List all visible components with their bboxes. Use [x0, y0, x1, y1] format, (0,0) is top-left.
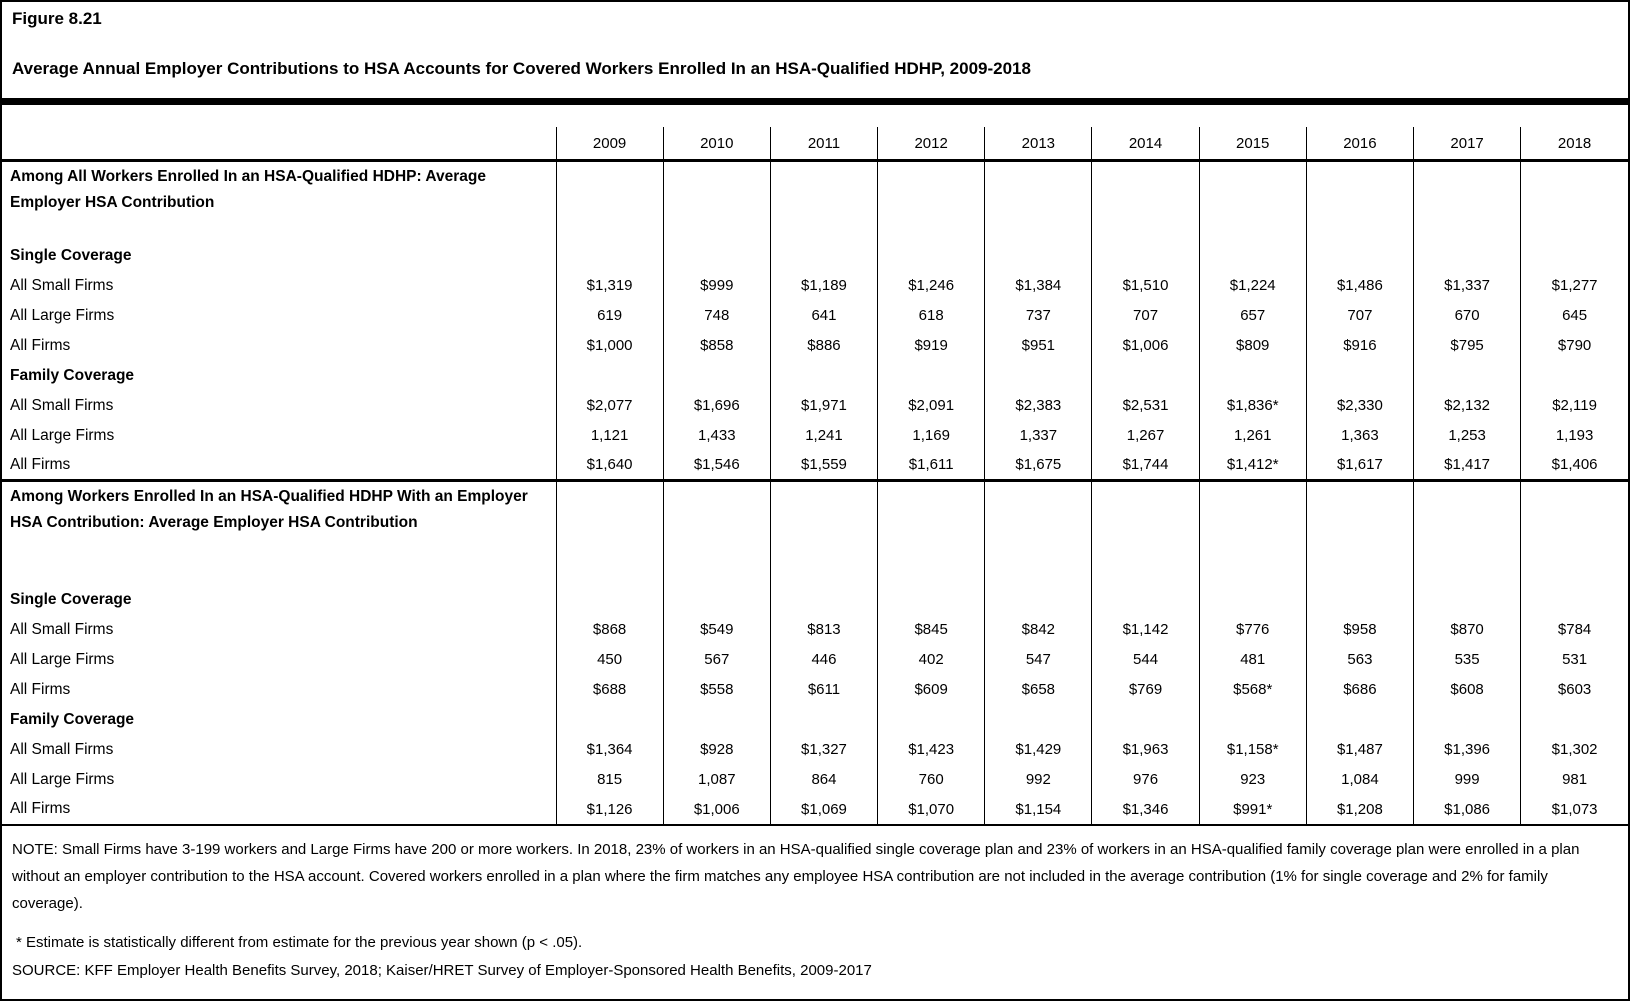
value-cell: $1,154	[985, 795, 1092, 825]
value-cell: $1,208	[1306, 795, 1413, 825]
value-cell: $1,559	[770, 451, 877, 481]
figure-number: Figure 8.21	[12, 9, 102, 28]
value-cell: $1,246	[878, 271, 985, 301]
coverage-group-label: Family Coverage	[10, 710, 135, 728]
empty-cell	[1521, 585, 1628, 615]
table-row	[2, 391, 1628, 421]
empty-cell	[770, 585, 877, 615]
value-cell: 981	[1521, 765, 1628, 795]
empty-cell	[1521, 161, 1628, 241]
empty-cell	[770, 481, 877, 585]
table-row	[2, 271, 1628, 301]
value-cell: $1,126	[556, 795, 663, 825]
empty-cell	[1306, 361, 1413, 391]
section-header-row	[2, 161, 1628, 241]
empty-cell	[556, 585, 663, 615]
value-cell: $1,000	[556, 331, 663, 361]
value-cell: 618	[878, 301, 985, 331]
value-cell: 999	[1414, 765, 1521, 795]
empty-cell	[878, 705, 985, 735]
empty-cell	[1092, 161, 1199, 241]
empty-cell	[878, 241, 985, 271]
value-cell: $1,086	[1414, 795, 1521, 825]
empty-cell	[663, 241, 770, 271]
note-text: NOTE: Small Firms have 3-199 workers and Large Firms have 200 or more workers. In 2018, 23% of workers in an HSA-qualified single coverage plan and 23% of workers in an HSA-qualified family coverage plan were enrolled in a plan without an employer contribution to the HSA account. Covered workers enrolled in a plan where the firm matches any employee HSA contribution are not included in the average contribution (1% for single coverage and 2% for family coverage).	[12, 840, 1580, 912]
row-label: All Small Firms	[10, 276, 114, 294]
empty-cell	[1414, 585, 1521, 615]
value-cell: $1,069	[770, 795, 877, 825]
row-label: All Small Firms	[10, 396, 114, 414]
value-cell: 748	[663, 301, 770, 331]
value-cell: $1,510	[1092, 271, 1199, 301]
value-cell: $784	[1521, 615, 1628, 645]
row-label: All Firms	[10, 336, 71, 354]
value-cell: $928	[663, 735, 770, 765]
value-cell: $1,486	[1306, 271, 1413, 301]
value-cell: 992	[985, 765, 1092, 795]
value-cell: $1,070	[878, 795, 985, 825]
figure-title: Average Annual Employer Contributions to HSA Accounts for Covered Workers Enrolled In an HSA-Qualified HDHP, 2009-2018	[12, 59, 1031, 78]
value-cell: $1,423	[878, 735, 985, 765]
row-label: All Firms	[2, 795, 556, 825]
table-row	[2, 451, 1628, 481]
year-header-cell: 2014	[1092, 127, 1199, 161]
notes-block	[2, 826, 1628, 979]
empty-cell	[985, 161, 1092, 241]
empty-cell	[1092, 241, 1199, 271]
empty-cell	[1199, 481, 1306, 585]
value-cell: $568*	[1199, 675, 1306, 705]
year-header-cell: 2013	[985, 127, 1092, 161]
value-cell: $1,406	[1521, 451, 1628, 481]
value-cell: 563	[1306, 645, 1413, 675]
value-cell: 535	[1414, 645, 1521, 675]
value-cell: $1,006	[1092, 331, 1199, 361]
value-cell: $2,091	[878, 391, 985, 421]
figure-header	[2, 2, 1628, 79]
value-cell: 657	[1199, 301, 1306, 331]
value-cell: 976	[1092, 765, 1199, 795]
empty-cell	[1199, 705, 1306, 735]
empty-cell	[1306, 585, 1413, 615]
value-cell: 547	[985, 645, 1092, 675]
value-cell: $2,330	[1306, 391, 1413, 421]
value-cell: 760	[878, 765, 985, 795]
value-cell: $1,327	[770, 735, 877, 765]
row-label: All Small Firms	[10, 740, 114, 758]
year-header-cell: 2017	[1414, 127, 1521, 161]
row-label: All Large Firms	[10, 306, 115, 324]
empty-cell	[770, 161, 877, 241]
row-label: All Large Firms	[10, 770, 115, 788]
value-cell: 619	[556, 301, 663, 331]
value-cell: $1,417	[1414, 451, 1521, 481]
table-row	[2, 645, 1628, 675]
value-cell: 1,267	[1092, 421, 1199, 451]
year-header-cell: 2015	[1199, 127, 1306, 161]
value-cell: $1,224	[1199, 271, 1306, 301]
value-cell: $1,337	[1414, 271, 1521, 301]
value-cell: 737	[985, 301, 1092, 331]
value-cell: $813	[770, 615, 877, 645]
value-cell: $886	[770, 331, 877, 361]
value-cell: 645	[1521, 301, 1628, 331]
value-cell: $951	[985, 331, 1092, 361]
empty-cell	[556, 361, 663, 391]
value-cell: $609	[878, 675, 985, 705]
value-cell: $1,487	[1306, 735, 1413, 765]
empty-cell	[985, 241, 1092, 271]
empty-cell	[556, 241, 663, 271]
section-header-row	[2, 481, 1628, 585]
empty-cell	[1306, 161, 1413, 241]
value-cell: 864	[770, 765, 877, 795]
value-cell: $868	[556, 615, 663, 645]
empty-cell	[556, 705, 663, 735]
value-cell: $2,077	[556, 391, 663, 421]
value-cell: 707	[1306, 301, 1413, 331]
value-cell: 531	[1521, 645, 1628, 675]
empty-cell	[770, 361, 877, 391]
value-cell: $842	[985, 615, 1092, 645]
value-cell: $1,429	[985, 735, 1092, 765]
value-cell: 1,084	[1306, 765, 1413, 795]
value-cell: $611	[770, 675, 877, 705]
year-header-cell: 2012	[878, 127, 985, 161]
empty-cell	[878, 585, 985, 615]
empty-cell	[663, 481, 770, 585]
value-cell: $1,611	[878, 451, 985, 481]
value-cell: $1,412*	[1199, 451, 1306, 481]
table-row	[2, 795, 1628, 825]
year-header-row	[2, 127, 1628, 161]
value-cell: $845	[878, 615, 985, 645]
empty-cell	[1414, 361, 1521, 391]
value-cell: $958	[1306, 615, 1413, 645]
value-cell: $1,364	[556, 735, 663, 765]
footnote-text: * Estimate is statistically different from estimate for the previous year shown (p < .05).	[16, 933, 583, 951]
data-table	[2, 127, 1628, 826]
value-cell: $1,319	[556, 271, 663, 301]
value-cell: 670	[1414, 301, 1521, 331]
year-header-cell: 2016	[1306, 127, 1413, 161]
coverage-group-row	[2, 705, 1628, 735]
value-cell: $1,302	[1521, 735, 1628, 765]
empty-cell	[1521, 705, 1628, 735]
value-cell: $658	[985, 675, 1092, 705]
empty-cell	[1521, 241, 1628, 271]
value-cell: 1,363	[1306, 421, 1413, 451]
value-cell: $790	[1521, 331, 1628, 361]
empty-cell	[985, 361, 1092, 391]
value-cell: $1,384	[985, 271, 1092, 301]
value-cell: $1,396	[1414, 735, 1521, 765]
value-cell: $2,383	[985, 391, 1092, 421]
corner-cell	[2, 127, 556, 161]
section-header: Among All Workers Enrolled In an HSA-Qualified HDHP: Average Employer HSA Contribution	[10, 168, 486, 211]
value-cell: $1,346	[1092, 795, 1199, 825]
coverage-group-row	[2, 585, 1628, 615]
value-cell: 1,193	[1521, 421, 1628, 451]
empty-cell	[1521, 361, 1628, 391]
value-cell: $549	[663, 615, 770, 645]
row-label: All Small Firms	[10, 620, 114, 638]
empty-cell	[663, 705, 770, 735]
empty-cell	[878, 161, 985, 241]
empty-cell	[1092, 361, 1199, 391]
table-row	[2, 331, 1628, 361]
value-cell: 707	[1092, 301, 1199, 331]
value-cell: 1,241	[770, 421, 877, 451]
value-cell: $999	[663, 271, 770, 301]
section-header: Among Workers Enrolled In an HSA-Qualified HDHP With an Employer HSA Contribution: Average Employer HSA Contribution	[2, 481, 556, 585]
empty-cell	[1521, 481, 1628, 585]
empty-cell	[770, 241, 877, 271]
empty-cell	[663, 585, 770, 615]
value-cell: $1,963	[1092, 735, 1199, 765]
empty-cell	[663, 161, 770, 241]
empty-cell	[556, 481, 663, 585]
value-cell: $858	[663, 331, 770, 361]
value-cell: 481	[1199, 645, 1306, 675]
value-cell: $608	[1414, 675, 1521, 705]
table-row	[2, 735, 1628, 765]
value-cell: 1,433	[663, 421, 770, 451]
value-cell: $991*	[1199, 795, 1306, 825]
coverage-group-label: Single Coverage	[10, 590, 132, 608]
empty-cell	[1414, 705, 1521, 735]
empty-cell	[985, 481, 1092, 585]
value-cell: $809	[1199, 331, 1306, 361]
value-cell: $1,277	[1521, 271, 1628, 301]
value-cell: $1,189	[770, 271, 877, 301]
empty-cell	[1414, 481, 1521, 585]
empty-cell	[1092, 481, 1199, 585]
row-label: All Firms	[10, 680, 71, 698]
value-cell: $2,531	[1092, 391, 1199, 421]
value-cell: 446	[770, 645, 877, 675]
value-cell: $686	[1306, 675, 1413, 705]
value-cell: 641	[770, 301, 877, 331]
value-cell: 923	[1199, 765, 1306, 795]
year-header-cell: 2018	[1521, 127, 1628, 161]
empty-cell	[1092, 705, 1199, 735]
value-cell: 402	[878, 645, 985, 675]
table-row	[2, 765, 1628, 795]
value-cell: $1,675	[985, 451, 1092, 481]
value-cell: 567	[663, 645, 770, 675]
value-cell: $2,119	[1521, 391, 1628, 421]
table-row	[2, 675, 1628, 705]
empty-cell	[663, 361, 770, 391]
empty-cell	[1306, 241, 1413, 271]
value-cell: $1,158*	[1199, 735, 1306, 765]
row-label: All Large Firms	[10, 426, 115, 444]
value-cell: $1,744	[1092, 451, 1199, 481]
value-cell: 1,337	[985, 421, 1092, 451]
empty-cell	[878, 361, 985, 391]
value-cell: $1,617	[1306, 451, 1413, 481]
year-header-cell: 2009	[556, 127, 663, 161]
empty-cell	[1199, 361, 1306, 391]
value-cell: 1,261	[1199, 421, 1306, 451]
table-row	[2, 615, 1628, 645]
value-cell: $1,640	[556, 451, 663, 481]
value-cell: $795	[1414, 331, 1521, 361]
empty-cell	[770, 705, 877, 735]
value-cell: 1,253	[1414, 421, 1521, 451]
empty-cell	[878, 481, 985, 585]
value-cell: $603	[1521, 675, 1628, 705]
value-cell: $1,836*	[1199, 391, 1306, 421]
row-label: All Firms	[10, 455, 71, 473]
coverage-group-row	[2, 361, 1628, 391]
empty-cell	[985, 705, 1092, 735]
coverage-group-row	[2, 241, 1628, 271]
value-cell: 544	[1092, 645, 1199, 675]
empty-cell	[1414, 161, 1521, 241]
value-cell: $1,073	[1521, 795, 1628, 825]
value-cell: $776	[1199, 615, 1306, 645]
value-cell: $919	[878, 331, 985, 361]
empty-cell	[1092, 585, 1199, 615]
table-row	[2, 421, 1628, 451]
title-divider	[2, 98, 1628, 105]
value-cell: 815	[556, 765, 663, 795]
empty-cell	[1414, 241, 1521, 271]
empty-cell	[556, 161, 663, 241]
year-header-cell: 2011	[770, 127, 877, 161]
empty-cell	[1199, 585, 1306, 615]
table-row	[2, 301, 1628, 331]
empty-cell	[1199, 161, 1306, 241]
value-cell: $558	[663, 675, 770, 705]
value-cell: $688	[556, 675, 663, 705]
value-cell: $769	[1092, 675, 1199, 705]
empty-cell	[1306, 481, 1413, 585]
value-cell: $2,132	[1414, 391, 1521, 421]
value-cell: 1,121	[556, 421, 663, 451]
coverage-group-label: Single Coverage	[10, 246, 132, 264]
value-cell: $1,696	[663, 391, 770, 421]
value-cell: $870	[1414, 615, 1521, 645]
value-cell: $1,006	[663, 795, 770, 825]
empty-cell	[1199, 241, 1306, 271]
value-cell: 450	[556, 645, 663, 675]
source-text: SOURCE: KFF Employer Health Benefits Survey, 2018; Kaiser/HRET Survey of Employer-Sponsored Health Benefits, 2009-2017	[12, 961, 872, 979]
row-label: All Large Firms	[10, 650, 115, 668]
value-cell: $1,546	[663, 451, 770, 481]
year-header-cell: 2010	[663, 127, 770, 161]
value-cell: $916	[1306, 331, 1413, 361]
value-cell: 1,087	[663, 765, 770, 795]
value-cell: $1,971	[770, 391, 877, 421]
empty-cell	[985, 585, 1092, 615]
value-cell: $1,142	[1092, 615, 1199, 645]
empty-cell	[1306, 705, 1413, 735]
value-cell: 1,169	[878, 421, 985, 451]
coverage-group-label: Family Coverage	[10, 366, 135, 384]
